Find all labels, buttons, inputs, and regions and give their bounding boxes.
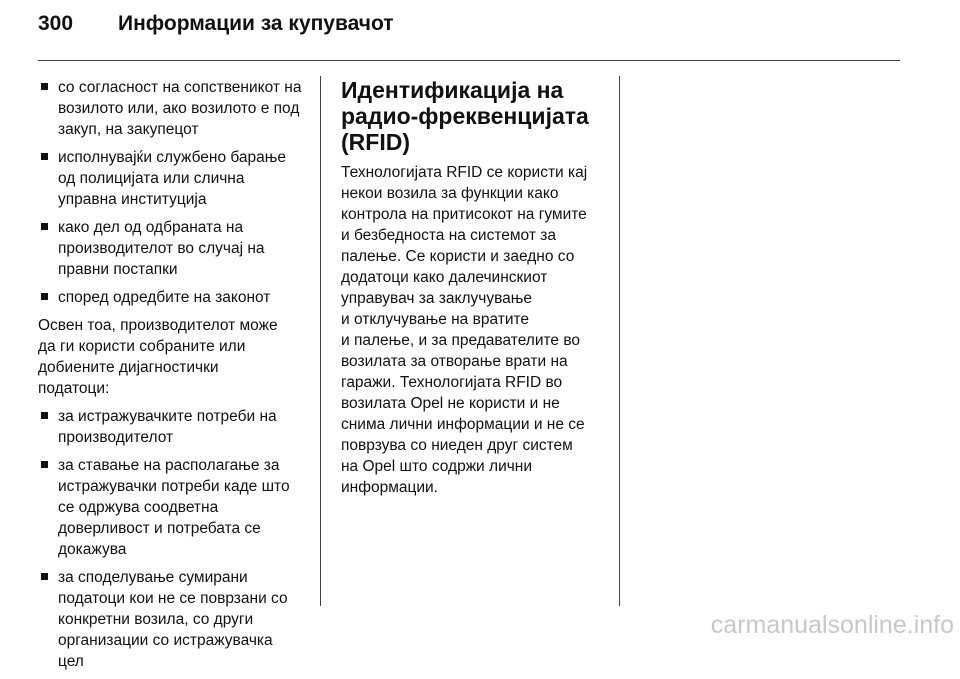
text-line: според одредбите на законот: [58, 289, 271, 306]
list-item: [38, 147, 310, 210]
text-line: исполнувајќи службено барање: [58, 149, 286, 166]
header-divider: [38, 60, 900, 61]
text-line: добиените дијагностички: [38, 359, 219, 376]
text-line: информации.: [341, 479, 438, 496]
text-line: за ставање на располагање за: [58, 457, 280, 474]
text-line: возилото или, ако возилото е под: [58, 100, 300, 117]
bullet-square-icon: [41, 461, 48, 468]
text-line: возилата Opel не користи и не: [341, 395, 560, 412]
text-line: од полицијата или слична: [58, 170, 245, 187]
list-item: [38, 406, 310, 448]
text-line: производителот во случај на: [58, 240, 265, 257]
list-item: [38, 217, 310, 280]
text-line: доверливост и потребата се: [58, 520, 261, 537]
page-number: 300: [38, 12, 74, 35]
text-line: и отклучување на вратите: [341, 311, 530, 328]
bullet-square-icon: [41, 153, 48, 160]
text-line: Идентификација на: [341, 77, 564, 103]
intro-paragraph: [38, 315, 310, 399]
text-line: и безбедноста на системот за: [341, 227, 556, 244]
bullet-square-icon: [41, 83, 48, 90]
text-line: се одржува соодветна: [58, 499, 219, 516]
bullet-list-bottom: [38, 406, 310, 672]
text-line: на Opel што содржи лични: [341, 458, 533, 475]
text-line: за споделување сумирани: [58, 569, 248, 586]
text-line: за истражувачките потреби на: [58, 408, 277, 425]
list-item: [38, 567, 310, 672]
text-line: цел: [58, 653, 84, 670]
middle-column: [341, 77, 611, 498]
text-line: Освен тоа, производителот може: [38, 317, 278, 334]
text-line: да ги користи собраните или: [38, 338, 246, 355]
section-body: [341, 162, 611, 498]
text-line: конкретни возила, со други: [58, 611, 254, 628]
bullet-square-icon: [41, 293, 48, 300]
list-item: [38, 287, 310, 308]
list-item: [38, 455, 310, 560]
bullet-square-icon: [41, 412, 48, 419]
page-title: Информации за купувачот: [118, 12, 394, 35]
text-line: податоци:: [38, 380, 110, 397]
bullet-square-icon: [41, 573, 48, 580]
text-line: како дел од одбраната на: [58, 219, 244, 236]
section-heading: [341, 77, 611, 155]
text-line: возилата за отворање врати на: [341, 353, 568, 370]
text-line: докажува: [58, 541, 127, 558]
text-line: правни постапки: [58, 261, 178, 278]
text-line: гаражи. Технологијата RFID во: [341, 374, 563, 391]
text-line: (RFID): [341, 129, 410, 155]
text-line: палење. Се користи и заедно со: [341, 248, 575, 265]
text-line: некои возила за функции како: [341, 185, 559, 202]
text-line: снима лични информации и не се: [341, 416, 585, 433]
text-line: организации со истражувачка: [58, 632, 273, 649]
text-line: поврзува со ниеден друг систем: [341, 437, 573, 454]
watermark: carmanualsonline.info: [710, 611, 954, 639]
text-line: Технологијата RFID се користи кај: [341, 164, 588, 181]
text-line: истражувачки потреби каде што: [58, 478, 290, 495]
text-line: податоци кои не се поврзани со: [58, 590, 288, 607]
text-line: производителот: [58, 429, 174, 446]
column-divider-right: [619, 76, 620, 606]
text-line: радио-фреквенцијата: [341, 103, 589, 129]
text-line: додатоци како далечинскиот: [341, 269, 548, 286]
text-line: контрола на притисокот на гумите: [341, 206, 587, 223]
text-line: со согласност на сопственикот на: [58, 79, 302, 96]
column-divider-left: [320, 76, 321, 606]
text-line: закуп, на закупецот: [58, 121, 199, 138]
left-column: [38, 77, 310, 679]
list-item: [38, 77, 310, 140]
bullet-square-icon: [41, 223, 48, 230]
bullet-list-top: [38, 77, 310, 308]
text-line: управна институција: [58, 191, 207, 208]
text-line: управувач за заклучување: [341, 290, 532, 307]
text-line: и палење, и за предавателите во: [341, 332, 581, 349]
